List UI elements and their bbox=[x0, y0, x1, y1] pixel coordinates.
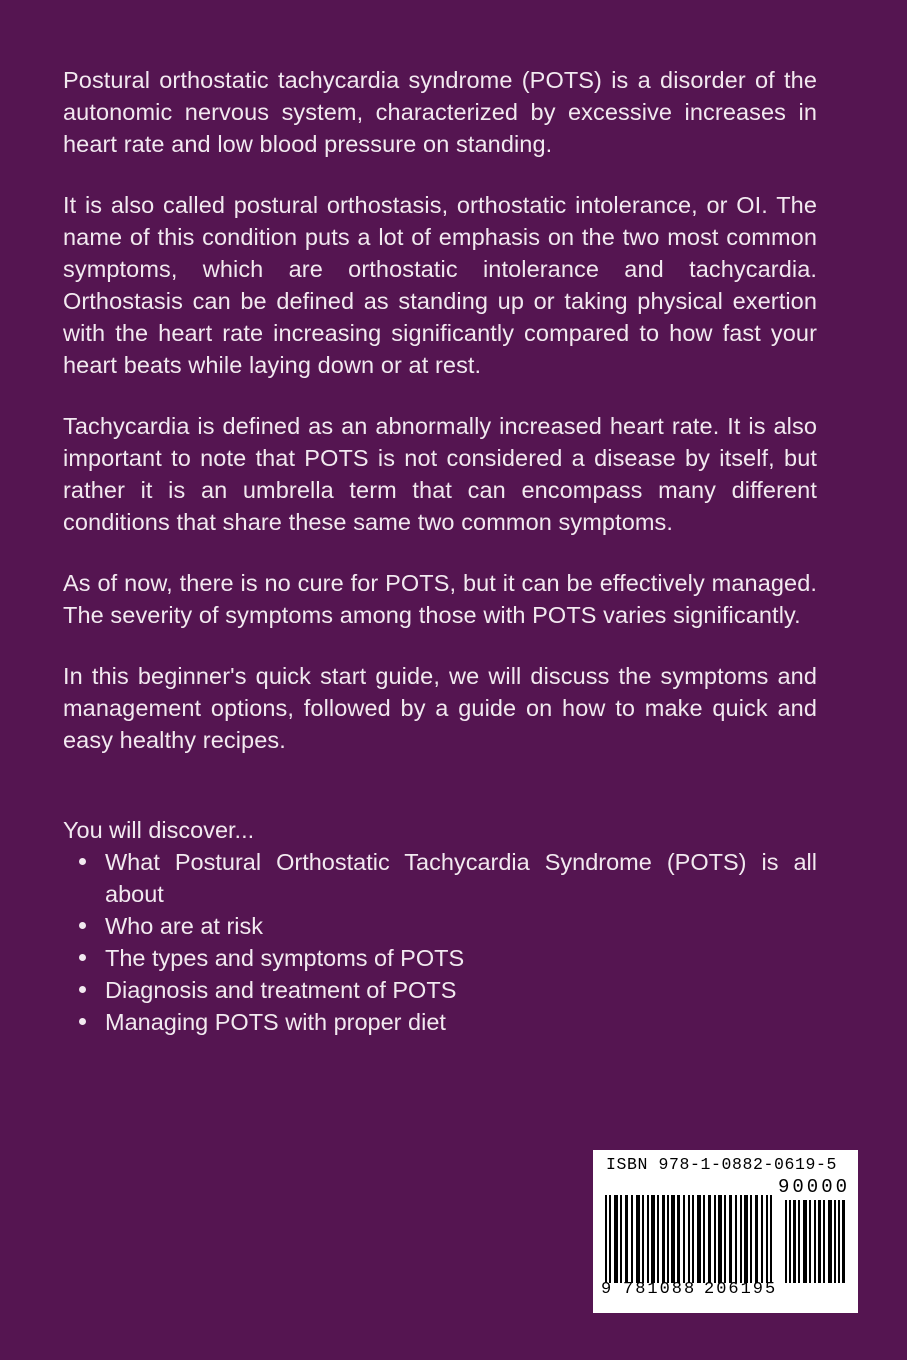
barcode-bar bbox=[798, 1200, 800, 1283]
isbn-barcode-block bbox=[593, 1150, 858, 1313]
barcode-bar bbox=[697, 1195, 701, 1283]
barcode-bar bbox=[740, 1195, 742, 1283]
list-item bbox=[63, 942, 817, 974]
barcode-bar bbox=[708, 1195, 711, 1283]
paragraph-no-cure: As of now, there is no cure for POTS, but it can be effectively managed. The severity of symptoms among those with POTS varies significantly. bbox=[63, 570, 817, 628]
list-item-label: Who are at risk bbox=[105, 913, 264, 939]
barcode-bar bbox=[688, 1195, 690, 1283]
barcode-bar bbox=[770, 1195, 772, 1283]
barcode-bar bbox=[620, 1195, 622, 1283]
bullet-icon bbox=[79, 954, 86, 961]
list-item-label: Managing POTS with proper diet bbox=[105, 1009, 446, 1035]
barcode-bar bbox=[842, 1200, 845, 1283]
paragraph-intro: Postural orthostatic tachycardia syndrome (POTS) is a disorder of the autonomic nervous system, characterized by excessive increases in heart rate and low blood pressure on standing. bbox=[63, 67, 817, 157]
ean-right-group: 206195 bbox=[704, 1280, 778, 1299]
bullet-icon bbox=[79, 1018, 86, 1025]
bullet-icon bbox=[79, 922, 86, 929]
barcode-bar bbox=[683, 1195, 685, 1283]
barcode-bar bbox=[714, 1195, 716, 1283]
bullet-icon bbox=[79, 986, 86, 993]
barcode-bar bbox=[651, 1195, 655, 1283]
barcode-bar bbox=[828, 1200, 832, 1283]
barcode-bar bbox=[614, 1195, 618, 1283]
ean13-barcode-bars bbox=[605, 1195, 773, 1283]
price-addon-label: 90000 bbox=[777, 1176, 850, 1198]
barcode-bar bbox=[735, 1195, 737, 1283]
barcode-bar bbox=[671, 1195, 675, 1283]
barcode-bar bbox=[724, 1195, 726, 1283]
barcode-bar bbox=[823, 1200, 825, 1283]
barcode-bar bbox=[834, 1200, 836, 1283]
paragraph-alternate-names: It is also called postural orthostasis, orthostatic intolerance, or OI. The name of this condition puts a lot of emphasis on the two most common symptoms, which are orthostatic intolerance and tachycardia. Orthostasis can be defined as standing up or taking physical exertion with the heart rate increasing significantly compared to how fast your heart beats while laying down or at rest. bbox=[63, 192, 817, 378]
isbn-label: ISBN 978-1-0882-0619-5 bbox=[605, 1155, 838, 1174]
ean13-digits bbox=[601, 1280, 781, 1302]
barcode-bar bbox=[818, 1200, 821, 1283]
ean-lead-digit: 9 bbox=[601, 1280, 612, 1299]
barcode-bar bbox=[729, 1195, 732, 1283]
spacer bbox=[63, 785, 817, 814]
paragraph-guide-overview: In this beginner's quick start guide, we will discuss the symptoms and management options, followed by a guide on how to make quick and easy healthy recipes. bbox=[63, 663, 817, 753]
barcode-bar bbox=[793, 1200, 796, 1283]
barcode-bar bbox=[636, 1195, 640, 1283]
barcode-bar bbox=[609, 1195, 611, 1283]
barcode-bar bbox=[803, 1200, 807, 1283]
barcode-bar bbox=[789, 1200, 791, 1283]
barcode-bar bbox=[750, 1195, 752, 1283]
ean5-addon-barcode-bars bbox=[785, 1200, 847, 1283]
ean-left-group: 781088 bbox=[623, 1280, 697, 1299]
barcode-bar bbox=[703, 1195, 705, 1283]
barcode-bar bbox=[605, 1195, 607, 1283]
barcode-bar bbox=[755, 1195, 758, 1283]
barcode-bar bbox=[642, 1195, 644, 1283]
barcode-bar bbox=[625, 1195, 628, 1283]
barcode-bar bbox=[647, 1195, 649, 1283]
barcode-bar bbox=[744, 1195, 748, 1283]
barcode-bar bbox=[814, 1200, 816, 1283]
list-item bbox=[63, 910, 817, 942]
barcode-bar bbox=[667, 1195, 669, 1283]
list-item-label: What Postural Orthostatic Tachycardia Syndrome (POTS) is all about bbox=[105, 849, 817, 907]
barcode-bar bbox=[657, 1195, 659, 1283]
list-item bbox=[63, 974, 817, 1006]
list-item bbox=[63, 846, 817, 910]
barcode-bar bbox=[785, 1200, 787, 1283]
discover-lead-text: You will discover... bbox=[63, 817, 255, 843]
list-item-label: The types and symptoms of POTS bbox=[105, 945, 465, 971]
list-item-label: Diagnosis and treatment of POTS bbox=[105, 977, 457, 1003]
discover-list bbox=[63, 846, 817, 1038]
barcode-bar bbox=[662, 1195, 665, 1283]
barcode-bar bbox=[718, 1195, 722, 1283]
list-item bbox=[63, 1006, 817, 1038]
barcode-bar bbox=[766, 1195, 768, 1283]
paragraph-tachycardia-definition: Tachycardia is defined as an abnormally increased heart rate. It is also important to note that POTS is not considered a disease by itself, but rather it is an umbrella term that can encompass many different conditions that share these same two common symptoms. bbox=[63, 413, 817, 535]
barcode-bar bbox=[677, 1195, 680, 1283]
barcode-bar bbox=[692, 1195, 694, 1283]
barcode-bar bbox=[631, 1195, 633, 1283]
barcode-bar bbox=[838, 1200, 840, 1283]
bullet-icon bbox=[79, 858, 86, 865]
blurb-text-block bbox=[63, 64, 817, 1038]
barcode-bar bbox=[761, 1195, 763, 1283]
barcode-bar bbox=[809, 1200, 811, 1283]
